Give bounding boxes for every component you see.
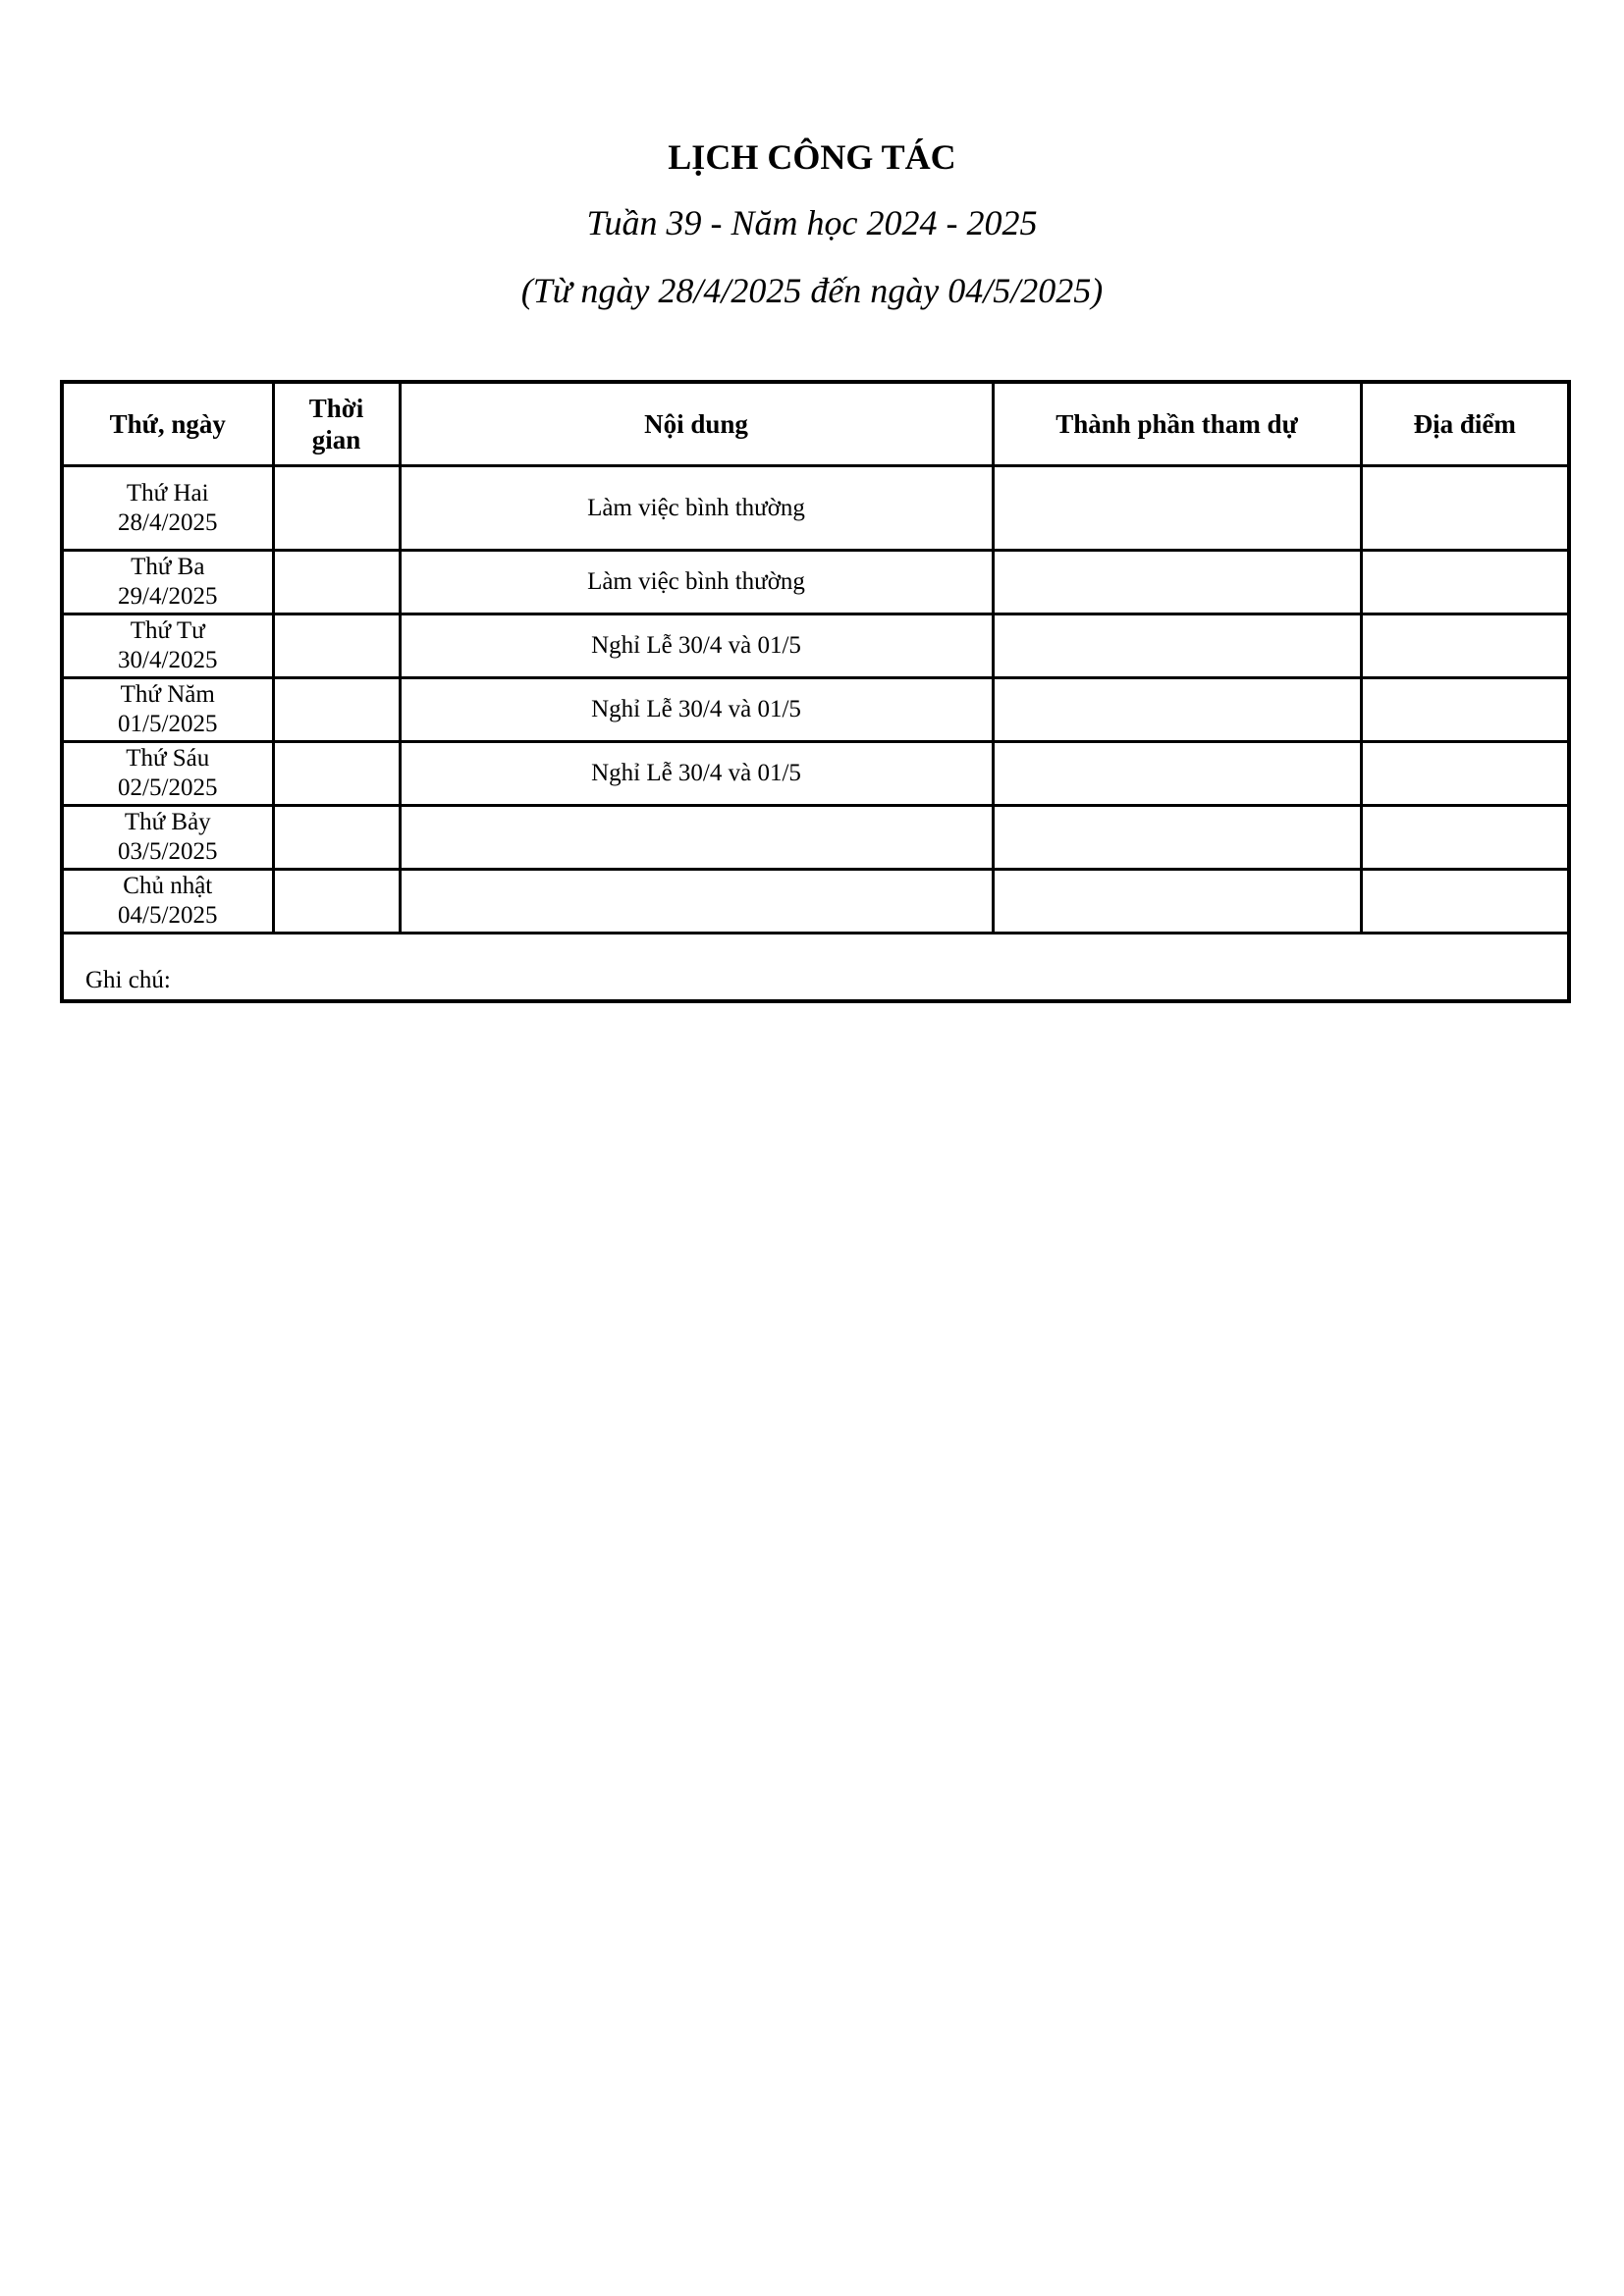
date: 01/5/2025 [118,711,218,737]
content-cell: Nghỉ Lễ 30/4 và 01/5 [400,742,993,806]
schedule-table [60,380,1571,1003]
weekday: Chủ nhật [123,873,213,899]
table-row [62,551,1569,614]
time-cell [273,870,400,934]
note-label: Ghi chú: [62,934,1569,1002]
header-time-line2: gian [311,425,361,454]
content-cell: Nghỉ Lễ 30/4 và 01/5 [400,614,993,678]
location-cell [1361,614,1569,678]
date: 29/4/2025 [118,583,218,610]
table-row [62,466,1569,551]
table-row [62,614,1569,678]
participants-cell [993,806,1361,870]
participants-cell [993,614,1361,678]
location-cell [1361,678,1569,742]
weekday: Thứ Bảy [124,809,211,835]
table-row [62,678,1569,742]
document-title: LỊCH CÔNG TÁC [668,137,956,177]
header-time-line1: Thời [308,394,364,423]
table-row [62,806,1569,870]
day-cell [62,614,273,678]
content-cell: Làm việc bình thường [400,551,993,614]
weekday: Thứ Hai [126,479,209,507]
day-cell [62,678,273,742]
location-cell [1361,466,1569,551]
day-cell [62,806,273,870]
day-cell [62,742,273,806]
day-cell [62,870,273,934]
date: 02/5/2025 [118,774,218,801]
location-cell [1361,551,1569,614]
table-header-row [62,382,1569,466]
weekday: Thứ Ba [131,554,205,580]
time-cell [273,678,400,742]
content-cell: Nghỉ Lễ 30/4 và 01/5 [400,678,993,742]
header-time [273,382,400,466]
document-subtitle: Tuần 39 - Năm học 2024 - 2025 [586,203,1038,242]
time-cell [273,551,400,614]
document-date-range: (Từ ngày 28/4/2025 đến ngày 04/5/2025) [520,271,1104,310]
location-cell [1361,870,1569,934]
note-row [62,934,1569,1002]
date: 04/5/2025 [118,902,218,929]
content-cell [400,806,993,870]
content-cell [400,870,993,934]
location-cell [1361,806,1569,870]
header-location: Địa điểm [1361,382,1569,466]
table-row [62,870,1569,934]
time-cell [273,806,400,870]
header-day: Thứ, ngày [62,382,273,466]
weekday: Thứ Tư [130,617,205,644]
content-cell: Làm việc bình thường [400,466,993,551]
participants-cell [993,551,1361,614]
date: 03/5/2025 [118,838,218,865]
header-content: Nội dung [400,382,993,466]
weekday: Thứ Sáu [126,745,210,772]
day-cell [62,466,273,551]
date: 28/4/2025 [118,508,218,536]
participants-cell [993,742,1361,806]
table-row [62,742,1569,806]
participants-cell [993,678,1361,742]
time-cell [273,614,400,678]
time-cell [273,466,400,551]
day-cell [62,551,273,614]
weekday: Thứ Năm [120,681,215,708]
participants-cell [993,466,1361,551]
date: 30/4/2025 [118,647,218,673]
participants-cell [993,870,1361,934]
header-participants: Thành phần tham dự [993,382,1361,466]
time-cell [273,742,400,806]
location-cell [1361,742,1569,806]
